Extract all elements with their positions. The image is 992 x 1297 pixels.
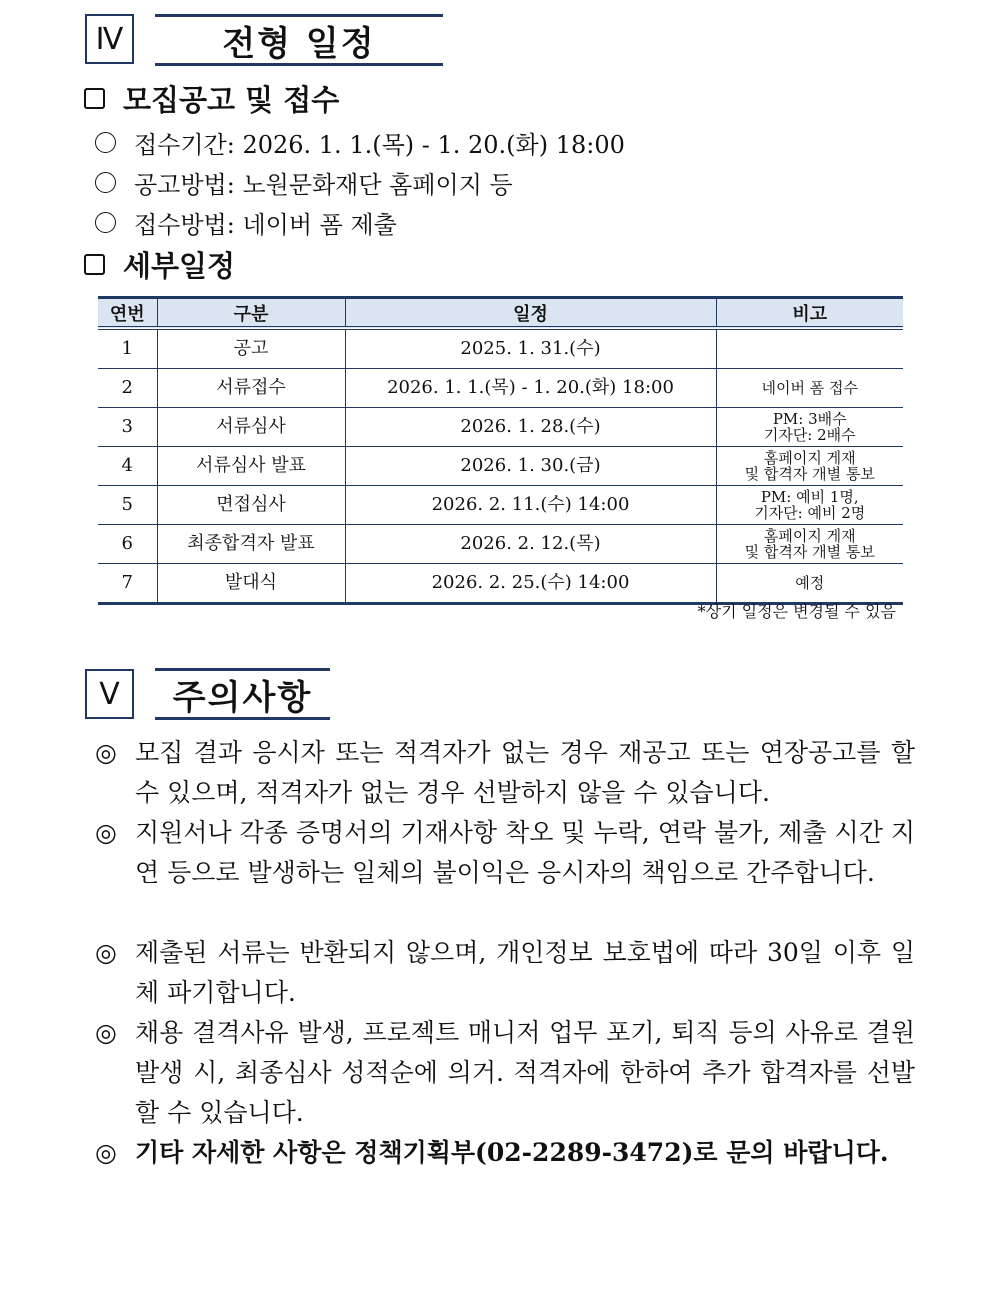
row-date-cell: 2026. 2. 25.(수) 14:00 (345, 564, 716, 604)
section-4-number: Ⅳ (85, 14, 134, 64)
section-5-number: Ⅴ (85, 669, 134, 719)
recruit-item (95, 126, 625, 158)
row-note-cell (716, 328, 903, 369)
table-row (98, 564, 903, 604)
row-date-cell: 2026. 2. 12.(목) (345, 525, 716, 564)
recruit-item (95, 166, 513, 198)
row-date-cell: 2026. 1. 28.(수) (345, 408, 716, 447)
notice-text: 지원서나 각종 증명서의 기재사항 착오 및 누락, 연락 불가, 제출 시간 지연 등으로 발생하는 일체의 불이익은 응시자의 책임으로 간주합니다. (135, 818, 915, 887)
circle-bullet-icon (95, 172, 116, 193)
row-category-cell: 서류심사 (157, 408, 345, 447)
schedule-table (98, 296, 903, 605)
notice-item (95, 813, 915, 893)
row-number-cell: 4 (98, 447, 157, 486)
row-number-cell: 2 (98, 369, 157, 408)
table-row (98, 447, 903, 486)
recruit-item-text: 접수기간: 2026. 1. 1.(목) - 1. 20.(화) 18:00 (134, 130, 625, 159)
notice-item (95, 1013, 915, 1133)
notice-item (95, 733, 915, 813)
recruit-item-text: 공고방법: 노원문화재단 홈페이지 등 (134, 170, 513, 199)
row-category-cell: 최종합격자 발표 (157, 525, 345, 564)
table-row (98, 328, 903, 369)
section-4-title: 전형 일정 (155, 14, 443, 66)
row-note-cell (716, 486, 903, 525)
notice-text: 기타 자세한 사항은 정책기획부(02-2289-3472)로 문의 바랍니다. (135, 1138, 889, 1167)
column-header: 일정 (345, 298, 716, 329)
circle-bullet-icon (95, 132, 116, 153)
notice-item (95, 1133, 915, 1173)
row-category-cell: 서류접수 (157, 369, 345, 408)
notice-item (95, 933, 915, 1013)
row-number-cell: 5 (98, 486, 157, 525)
row-note-line: 및 합격자 개별 통보 (744, 543, 875, 561)
row-note-cell (716, 408, 903, 447)
double-circle-bullet-icon: ◎ (95, 738, 117, 767)
row-note-line: 네이버 폼 접수 (761, 379, 858, 397)
table-row (98, 369, 903, 408)
schedule-footnote: *상기 일정은 변경될 수 있음 (697, 602, 896, 621)
row-number-cell: 7 (98, 564, 157, 604)
row-note-cell (716, 525, 903, 564)
row-category-cell: 면접심사 (157, 486, 345, 525)
notice-text: 채용 결격사유 발생, 프로젝트 매니저 업무 포기, 퇴직 등의 사유로 결원 발생 시, 최종심사 성적순에 의거. 적격자에 한하여 추가 합격자를 선발할 수 있습니다. (135, 1018, 915, 1127)
notice-text: 제출된 서류는 반환되지 않으며, 개인정보 보호법에 따라 30일 이후 일체 파기합니다. (135, 938, 915, 1007)
row-date-cell: 2026. 2. 11.(수) 14:00 (345, 486, 716, 525)
column-header: 구분 (157, 298, 345, 329)
detail-heading-text: 세부일정 (123, 248, 236, 283)
column-header: 연번 (98, 298, 157, 329)
detail-heading (84, 244, 235, 284)
row-note-cell (716, 369, 903, 408)
row-number-cell: 3 (98, 408, 157, 447)
recruit-item (95, 206, 397, 238)
double-circle-bullet-icon: ◎ (95, 818, 117, 847)
recruit-heading-text: 모집공고 및 접수 (123, 82, 340, 117)
checkbox-square-icon (84, 88, 105, 109)
row-note-line: 예정 (795, 574, 825, 592)
recruit-item-text: 접수방법: 네이버 폼 제출 (134, 210, 397, 239)
checkbox-square-icon (84, 254, 105, 275)
row-category-cell: 발대식 (157, 564, 345, 604)
double-circle-bullet-icon: ◎ (95, 938, 117, 967)
double-circle-bullet-icon: ◎ (95, 1018, 117, 1047)
row-note-line: 및 합격자 개별 통보 (744, 465, 875, 483)
circle-bullet-icon (95, 212, 116, 233)
row-date-cell: 2025. 1. 31.(수) (345, 328, 716, 369)
row-date-cell: 2026. 1. 30.(금) (345, 447, 716, 486)
row-note-line: PM: 예비 1명, (760, 488, 859, 506)
row-note-line: 홈페이지 게재 (763, 527, 856, 545)
row-category-cell: 공고 (157, 328, 345, 369)
row-note-line: 기자단: 2배수 (763, 426, 856, 444)
column-header: 비고 (716, 298, 903, 329)
row-number-cell: 6 (98, 525, 157, 564)
double-circle-bullet-icon: ◎ (95, 1138, 117, 1167)
row-note-cell (716, 447, 903, 486)
table-row (98, 408, 903, 447)
row-date-cell: 2026. 1. 1.(목) - 1. 20.(화) 18:00 (345, 369, 716, 408)
recruit-heading (84, 78, 339, 118)
table-row (98, 525, 903, 564)
row-note-line: PM: 3배수 (772, 410, 847, 428)
row-number-cell: 1 (98, 328, 157, 369)
row-note-line: 홈페이지 게재 (763, 449, 856, 467)
row-note-line: 기자단: 예비 2명 (754, 504, 866, 522)
table-header-row (98, 298, 903, 329)
section-5-title: 주의사항 (155, 668, 330, 720)
row-note-cell (716, 564, 903, 604)
table-row (98, 486, 903, 525)
row-category-cell: 서류심사 발표 (157, 447, 345, 486)
notice-text: 모집 결과 응시자 또는 적격자가 없는 경우 재공고 또는 연장공고를 할 수 있으며, 적격자가 없는 경우 선발하지 않을 수 있습니다. (135, 738, 915, 807)
